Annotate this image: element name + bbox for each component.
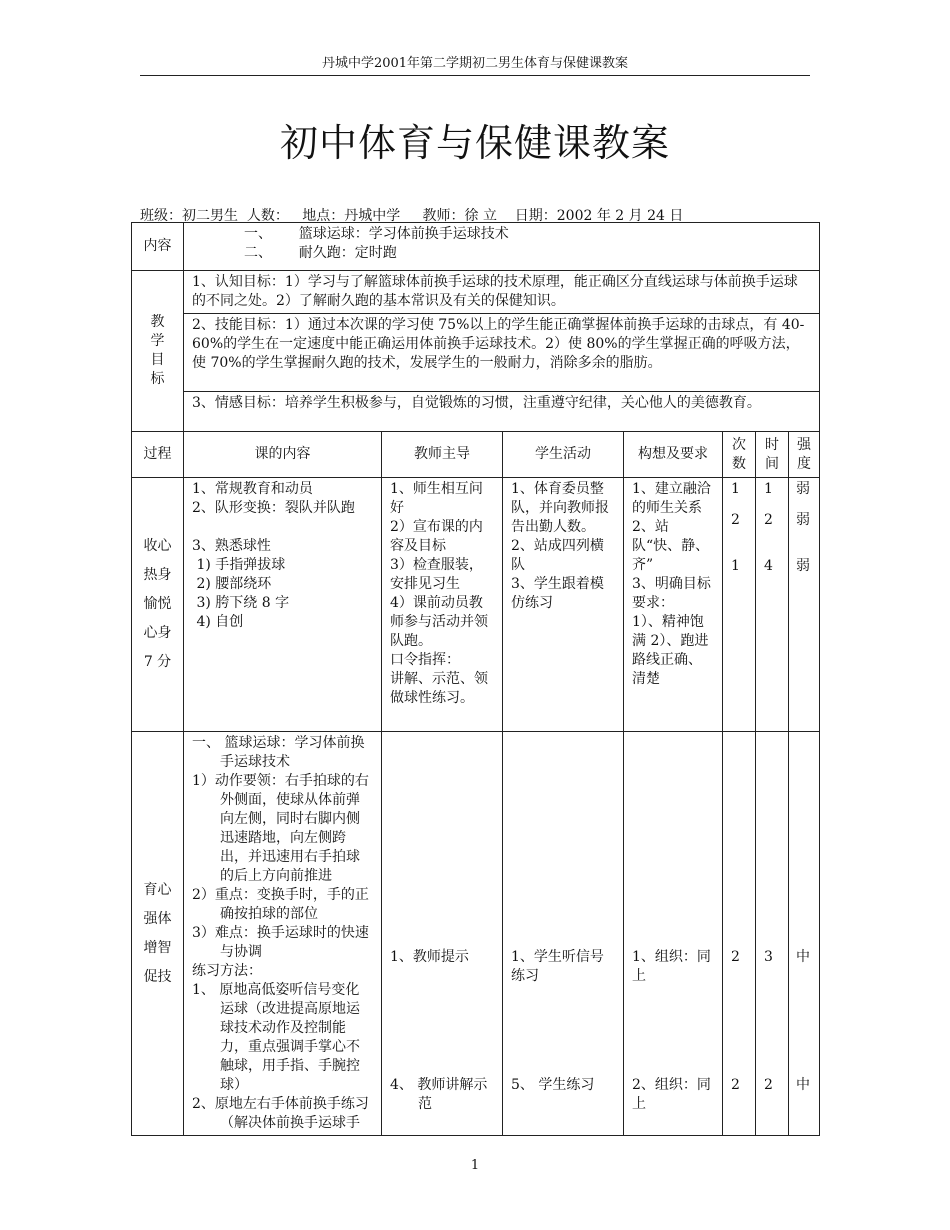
warmup-intensity: 弱 xyxy=(796,512,810,528)
col-count-char: 数 xyxy=(732,455,746,472)
content-cell xyxy=(184,223,820,271)
warmup-content-line: 2、队形变换：裂队并队跑 xyxy=(192,500,355,516)
col-count-char: 次 xyxy=(732,436,746,453)
warmup-content-blank xyxy=(192,518,373,537)
main-intensity-row1: 中 xyxy=(796,949,810,965)
goals-label-char: 学 xyxy=(150,333,165,349)
main-count-row1: 2 xyxy=(731,949,740,965)
warmup-stage-line: 收心 xyxy=(143,538,172,554)
main-stage-line: 促技 xyxy=(143,968,172,985)
warmup-stage-line: 7 分 xyxy=(143,654,172,670)
col-content: 课的内容 xyxy=(184,432,382,478)
warmup-time: 2 xyxy=(764,512,773,528)
main-student-row2: 5、 学生练习 xyxy=(511,1077,595,1093)
warmup-teacher-line: 2）宣布课的内容及目标 xyxy=(390,519,483,554)
goal-cognitive: 1、认知目标：1）学习与了解篮球体前换手运球的技术原理，能正确区分直线运球与体前换手运球的不同之处。2）了解耐久跑的基本常识及有关的保健知识。 xyxy=(184,271,820,314)
main-intensities xyxy=(789,732,820,1136)
warmup-idea-line: 2、站队“快、静、齐” xyxy=(632,519,710,573)
warmup-student xyxy=(503,478,624,732)
col-intensity xyxy=(789,432,820,478)
page-header: 丹城中学2001年第二学期初二男生体育与保健课教案 xyxy=(140,52,810,76)
warmup-idea-line: 要求： xyxy=(632,595,674,611)
goal-skill: 2、技能目标：1）通过本次课的学习使 75%以上的学生能正确掌握体前换手运球的击球点，有 40-60%的学生在一定速度中能正确运用体前换手运球技术。2）使 80%的学生掌握正确的呼吸方法，使 70%的学生掌握耐久跑的技术，发展学生的一般耐力，消除多余的脂肪。 xyxy=(184,314,820,392)
col-time-char: 间 xyxy=(765,455,779,472)
goals-label xyxy=(132,271,184,432)
class-info-line: 班级：初二男生 人数： 地点：丹城中学 教师：徐 立 日期：2002 年 2 月 24 日 xyxy=(140,208,684,224)
warmup-count: 2 xyxy=(731,512,740,528)
warmup-content-line: 3、熟悉球性 xyxy=(192,538,271,554)
warmup-content-line: 1、常规教育和动员 xyxy=(192,481,313,497)
main-count-row2: 2 xyxy=(731,1077,740,1093)
warmup-stage-line: 心身 xyxy=(143,625,172,641)
warmup-teacher-line: 4）课前动员教师参与活动并领队跑。 xyxy=(390,595,488,649)
warmup-teacher-line: 1、师生相互问好 xyxy=(390,481,483,516)
main-idea-row1: 1、组织：同上 xyxy=(632,949,711,984)
content-label: 内容 xyxy=(132,223,184,271)
lesson-plan-table xyxy=(131,222,820,1136)
warmup-content-line: 2) 腰部绕环 xyxy=(192,576,272,592)
content-line-1: 一、 篮球运球：学习体前换手运球技术 xyxy=(244,226,509,242)
main-content-point: 1）动作要领：右手拍球的右外侧面，使球从体前弹向左侧，同时右脚内侧迅速踏地，向左侧跨出，并迅速用右手拍球的后上方向前推进 xyxy=(192,773,369,884)
main-content-drill: 2、原地左右手体前换手练习（解决体前换手运球手 xyxy=(192,1096,369,1131)
col-count xyxy=(723,432,756,478)
warmup-time: 4 xyxy=(764,558,773,574)
goals-label-char: 目 xyxy=(150,352,165,368)
content-line-2: 二、 耐久跑：定时跑 xyxy=(244,245,397,261)
warmup-idea-line: 1）、精神饱满 2）、跑进路线正确、清楚 xyxy=(632,614,709,687)
goal-emotion: 3、情感目标：培养学生积极参与，自觉锻炼的习惯，注重遵守纪律，关心他人的美德教育。 xyxy=(184,392,820,432)
warmup-teacher-line: 口令指挥： xyxy=(390,652,460,668)
warmup-time: 1 xyxy=(764,481,773,497)
main-content-heading: 一、 篮球运球：学习体前换手运球技术 xyxy=(192,735,365,770)
col-intensity-char: 强 xyxy=(797,436,811,453)
warmup-teacher xyxy=(382,478,503,732)
warmup-intensities xyxy=(789,478,820,732)
col-student: 学生活动 xyxy=(503,432,624,478)
warmup-stage xyxy=(132,478,184,732)
warmup-count: 1 xyxy=(731,558,740,574)
main-idea xyxy=(624,732,723,1136)
main-teacher-row1: 1、教师提示 xyxy=(390,949,469,965)
main-student-row1: 1、学生听信号练习 xyxy=(511,949,604,984)
col-time xyxy=(756,432,789,478)
main-times xyxy=(756,732,789,1136)
warmup-idea xyxy=(624,478,723,732)
main-teacher xyxy=(382,732,503,1136)
warmup-content xyxy=(184,478,382,732)
col-idea: 构想及要求 xyxy=(624,432,723,478)
main-student xyxy=(503,732,624,1136)
warmup-teacher-line: 3）检查服装，安排见习生 xyxy=(390,557,483,592)
goals-label-char: 标 xyxy=(150,371,165,387)
warmup-teacher-line: 讲解、示范、领做球性练习。 xyxy=(390,671,488,706)
page-title: 初中体育与保健课教案 xyxy=(279,121,670,165)
main-intensity-row2: 中 xyxy=(796,1077,810,1093)
main-content-drill: 1、 原地高低姿听信号变化运球（改进提高原地运球技术动作及控制能力，重点强调手掌心不触球，用手指、手腕控球） xyxy=(192,982,360,1093)
warmup-stage-line: 热身 xyxy=(143,567,172,583)
main-content-point: 2）重点：变换手时，手的正确按拍球的部位 xyxy=(192,887,369,922)
warmup-student-line: 1、体育委员整队，并向教师报告出勤人数。 xyxy=(511,481,609,535)
main-time-row2: 2 xyxy=(764,1077,773,1093)
main-teacher-row2: 4、 教师讲解示范 xyxy=(390,1077,488,1112)
warmup-content-line: 3) 胯下绕 8 字 xyxy=(192,595,290,611)
warmup-student-line: 3、学生跟着模仿练习 xyxy=(511,576,604,611)
main-content-method: 练习方法： xyxy=(192,963,262,979)
page-number: 1 xyxy=(470,1158,480,1173)
col-process: 过程 xyxy=(132,432,184,478)
warmup-intensity: 弱 xyxy=(796,558,810,574)
main-stage xyxy=(132,732,184,1136)
main-stage-line: 育心 xyxy=(143,881,172,898)
warmup-intensity: 弱 xyxy=(796,481,810,497)
main-idea-row2: 2、组织：同上 xyxy=(632,1077,711,1112)
main-content xyxy=(184,732,382,1136)
main-stage-line: 增智 xyxy=(143,939,172,956)
warmup-idea-line: 3、明确目标 xyxy=(632,576,711,592)
main-stage-line: 强体 xyxy=(143,910,172,927)
col-time-char: 时 xyxy=(765,436,779,453)
warmup-student-line: 2、站成四列横队 xyxy=(511,538,604,573)
main-counts xyxy=(723,732,756,1136)
col-teacher: 教师主导 xyxy=(382,432,503,478)
goals-label-char: 教 xyxy=(150,314,165,330)
warmup-content-line: 1) 手指弹拔球 xyxy=(192,557,286,573)
main-time-row1: 3 xyxy=(764,949,773,965)
warmup-content-line: 4) 自创 xyxy=(192,614,244,630)
warmup-counts xyxy=(723,478,756,732)
main-content-point: 3）难点：换手运球时的快速与协调 xyxy=(192,925,369,960)
col-intensity-char: 度 xyxy=(797,455,811,472)
warmup-stage-line: 愉悦 xyxy=(143,596,172,612)
warmup-times xyxy=(756,478,789,732)
warmup-idea-line: 1、建立融洽的师生关系 xyxy=(632,481,711,516)
warmup-count: 1 xyxy=(731,481,740,497)
